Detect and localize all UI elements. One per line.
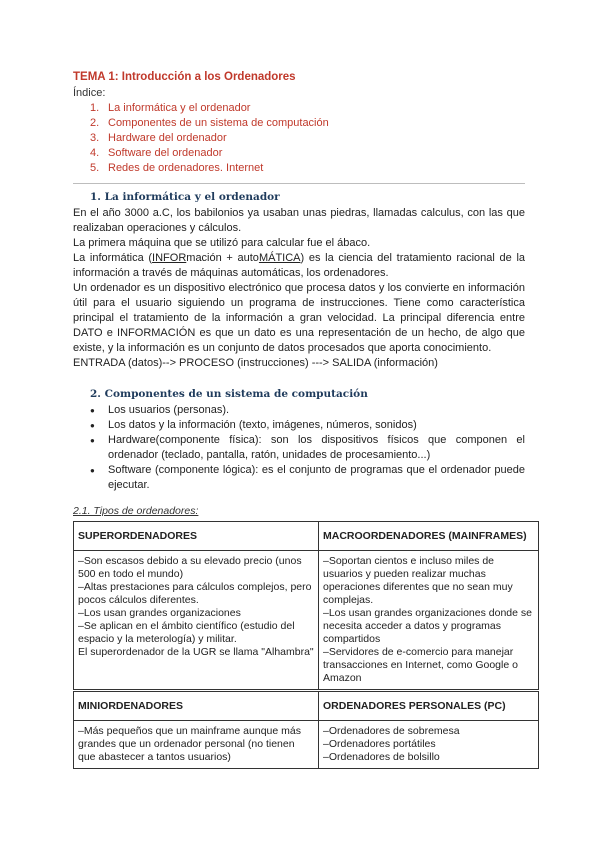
toc-item[interactable]: [90, 116, 329, 131]
toc-number: 3.: [90, 132, 100, 144]
computer-types-table-1: [73, 521, 539, 690]
toc-item[interactable]: [90, 101, 329, 116]
cell-line: –Son escasos debido a su elevado precio (unos 500 en todo el mundo): [78, 555, 302, 580]
bullet-item: ● Los datos y la información (texto, imágenes, números, sonidos): [90, 418, 525, 433]
section1-heading: 1. La informática y el ordenador: [90, 191, 280, 203]
table-header: MINIORDENADORES: [74, 692, 319, 721]
document-title: TEMA 1: Introducción a los Ordenadores: [73, 71, 296, 83]
underlined-text: INFOR: [152, 252, 187, 264]
table-cell: [74, 551, 319, 690]
toc-number: 5.: [90, 162, 100, 174]
table-header-row: [74, 692, 539, 721]
table-cell: [319, 721, 539, 769]
text-run: mación + auto: [186, 252, 259, 264]
table-header: ORDENADORES PERSONALES (PC): [319, 692, 539, 721]
toc-number: 2.: [90, 117, 100, 129]
toc-label: Hardware del ordenador: [108, 132, 227, 144]
horizontal-divider: [73, 183, 525, 184]
bullet-item: ● Hardware(componente física): son los dispositivos físicos que componen el ordenador (teclado, pantalla, ratón, unidades de procesamiento...): [90, 433, 525, 463]
subsection-caption: 2.1. Tipos de ordenadores:: [73, 505, 199, 517]
section2-heading: 2. Componentes de un sistema de computación: [90, 388, 368, 400]
section1-paragraph: En el año 3000 a.C, los babilonios ya usaban unas piedras, llamadas calculus, con las que realizaban operaciones y cálculos.: [73, 207, 525, 234]
section1-paragraph: [73, 251, 525, 281]
toc-label: Componentes de un sistema de computación: [108, 117, 329, 129]
toc-number: 4.: [90, 147, 100, 159]
cell-line: –Se aplican en el ámbito científico (estudio del espacio y la meterología) y militar.: [78, 620, 295, 645]
section1-paragraph: ENTRADA (datos)--> PROCESO (instrucciones) ---> SALIDA (información): [73, 357, 438, 369]
bullet-item: ● Software (componente lógica): es el conjunto de programas que el ordenador puede ejecutar.: [90, 463, 525, 493]
text-run: ) es la ciencia del tratamiento racional de la información a través de máquinas automáticas, los ordenadores.: [73, 252, 526, 279]
cell-line: –Más pequeños que un mainframe aunque más grandes que un ordenador personal (no tienen que abastecer a tantos usuarios): [78, 725, 301, 763]
computer-types-table-2: [73, 691, 539, 769]
toc-label: La informática y el ordenador: [108, 102, 251, 114]
table-of-contents: [90, 101, 329, 176]
index-label: Índice:: [73, 87, 106, 99]
cell-line: –Servidores de e-comercio para manejar transacciones en Internet, como Google o Amazon: [323, 646, 518, 684]
table-cell: [319, 551, 539, 690]
toc-label: Software del ordenador: [108, 147, 223, 159]
section2-bullet-list: [90, 403, 525, 493]
cell-line: –Ordenadores de sobremesa: [323, 725, 460, 737]
section1-paragraph: La primera máquina que se utilizó para calcular fue el ábaco.: [73, 237, 371, 249]
table-header: MACROORDENADORES (MAINFRAMES): [319, 522, 539, 551]
cell-line: –Ordenadores portátiles: [323, 738, 436, 750]
section1-body: [73, 206, 525, 371]
table-header: SUPERORDENADORES: [74, 522, 319, 551]
table-row: [74, 551, 539, 690]
toc-item[interactable]: [90, 131, 329, 146]
cell-line: –Soportan cientos e incluso miles de usuarios y pueden realizar muchas operaciones diferentes que no sean muy complejas.: [323, 555, 513, 606]
table-cell: [74, 721, 319, 769]
table-row: [74, 721, 539, 769]
cell-line: –Ordenadores de bolsillo: [323, 751, 440, 763]
cell-line: –Altas prestaciones para cálculos complejos, pero pocos cálculos diferentes.: [78, 581, 312, 606]
cell-line: El superordenador de la UGR se llama "Alhambra": [78, 646, 314, 658]
cell-line: –Los usan grandes organizaciones: [78, 607, 241, 619]
toc-item[interactable]: [90, 161, 329, 176]
table-header-row: [74, 522, 539, 551]
toc-number: 1.: [90, 102, 100, 114]
section1-paragraph: Un ordenador es un dispositivo electrónico que procesa datos y los convierte en información útil para el usuario siguiendo un programa de instrucciones. Tiene como característica principal el tratamiento de la información a gran velocidad. La principal diferencia entre DATO e INFORMACIÓN es que un dato es una representación de un hecho, de algo que existe, y la información es un conjunto de datos procesados que aporta conocimiento.: [73, 282, 525, 354]
text-run: La informática (: [73, 252, 153, 264]
toc-item[interactable]: [90, 146, 329, 161]
bullet-item: ● Los usuarios (personas).: [90, 403, 525, 418]
cell-line: –Los usan grandes organizaciones donde se necesita acceder a datos y programas compartidos: [323, 607, 532, 645]
underlined-text: MÁTICA: [258, 252, 301, 264]
toc-label: Redes de ordenadores. Internet: [108, 162, 264, 174]
